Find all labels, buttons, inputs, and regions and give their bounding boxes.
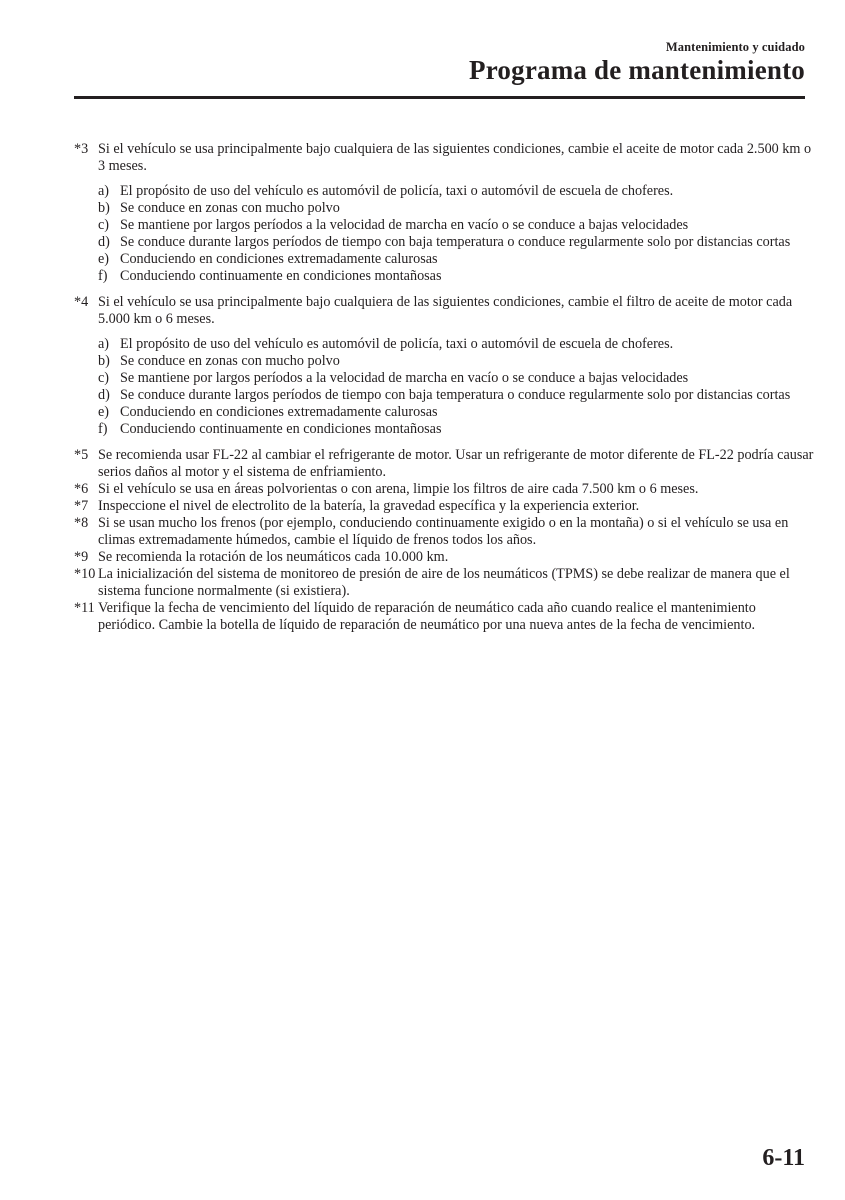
- footnote-7: [74, 498, 814, 515]
- footnote-9: [74, 549, 814, 566]
- item-text: Se conduce en zonas con mucho polvo: [120, 200, 340, 216]
- footnote-mark: *7: [74, 498, 89, 514]
- footnote-mark: *5: [74, 447, 89, 463]
- list-item: [98, 404, 814, 421]
- footnote-mark: *3: [74, 141, 89, 157]
- list-item: [98, 370, 814, 387]
- item-letter: d): [98, 234, 110, 250]
- item-letter: e): [98, 404, 110, 420]
- footnote-mark: *8: [74, 515, 89, 531]
- section-title: Mantenimiento y cuidado: [665, 40, 805, 54]
- item-letter: b): [98, 200, 110, 216]
- item-text: Conduciendo en condiciones extremadamente calurosas: [120, 251, 438, 267]
- footnote-4: [74, 294, 814, 328]
- footnote-6: [74, 481, 814, 498]
- footnote-mark: *10: [74, 566, 96, 582]
- item-letter: f): [98, 268, 108, 284]
- footnote-3: [74, 141, 814, 175]
- footnote-text: La inicialización del sistema de monitoreo de presión de aire de los neumáticos (TPMS) se debe realizar de manera que el sistema funcione normalmente (si existiera).: [98, 566, 790, 599]
- item-letter: c): [98, 370, 110, 386]
- footnote-text: Si el vehículo se usa principalmente bajo cualquiera de las siguientes condiciones, cambie el aceite de motor cada 2.500 km o 3 meses.: [98, 141, 812, 174]
- list-item: [98, 421, 814, 438]
- list-item: [98, 200, 814, 217]
- page-title: Programa de mantenimiento: [469, 55, 805, 85]
- footnote-mark: *4: [74, 294, 89, 310]
- footnote-mark: *9: [74, 549, 89, 565]
- list-item: [98, 387, 814, 404]
- list-item: [98, 183, 814, 200]
- condition-list: [98, 336, 814, 438]
- footnote-text: Se recomienda la rotación de los neumáticos cada 10.000 km.: [98, 549, 449, 565]
- page-number: 6-11: [762, 1145, 805, 1171]
- item-letter: a): [98, 183, 110, 199]
- item-text: Conduciendo continuamente en condiciones montañosas: [120, 268, 442, 284]
- item-letter: f): [98, 421, 108, 437]
- list-item: [98, 336, 814, 353]
- list-item: [98, 268, 814, 285]
- item-letter: c): [98, 217, 110, 233]
- item-text: Se conduce durante largos períodos de tiempo con baja temperatura o conduce regularmente solo por distancias cortas: [120, 387, 791, 403]
- list-item: [98, 251, 814, 268]
- condition-list: [98, 183, 814, 285]
- footnote-5: [74, 447, 814, 481]
- list-item: [98, 234, 814, 251]
- footnote-text: Si el vehículo se usa principalmente bajo cualquiera de las siguientes condiciones, cambie el filtro de aceite de motor cada 5.000 km o 6 meses.: [98, 294, 793, 327]
- footnote-mark: *6: [74, 481, 89, 497]
- footnote-mark: *11: [74, 600, 95, 616]
- item-letter: a): [98, 336, 110, 352]
- header-rule: [74, 96, 805, 99]
- footnote-text: Si se usan mucho los frenos (por ejemplo, conduciendo continuamente exigido o en la montaña) o si el vehículo se usa en climas extremadamente húmedos, cambie el líquido de frenos todos los años.: [98, 515, 789, 548]
- item-text: Conduciendo en condiciones extremadamente calurosas: [120, 404, 438, 420]
- footnote-10: [74, 566, 814, 600]
- footnote-text: Si el vehículo se usa en áreas polvorientas o con arena, limpie los filtros de aire cada 7.500 km o 6 meses.: [98, 481, 699, 497]
- item-text: El propósito de uso del vehículo es automóvil de policía, taxi o automóvil de escuela de choferes.: [120, 183, 674, 199]
- list-item: [98, 217, 814, 234]
- footnote-11: [74, 600, 814, 634]
- item-text: El propósito de uso del vehículo es automóvil de policía, taxi o automóvil de escuela de choferes.: [120, 336, 674, 352]
- item-text: Se conduce en zonas con mucho polvo: [120, 353, 340, 369]
- footnote-8: [74, 515, 814, 549]
- item-text: Se mantiene por largos períodos a la velocidad de marcha en vacío o se conduce a bajas velocidades: [120, 217, 689, 233]
- footnotes: [74, 141, 814, 634]
- footnote-text: Verifique la fecha de vencimiento del líquido de reparación de neumático cada año cuando realice el mantenimiento periódico. Cambie la botella de líquido de reparación de neumático por una nueva antes de la fecha de vencimiento.: [98, 600, 756, 633]
- footnote-text: Inspeccione el nivel de electrolito de la batería, la gravedad específica y la experiencia exterior.: [98, 498, 640, 514]
- item-text: Se conduce durante largos períodos de tiempo con baja temperatura o conduce regularmente solo por distancias cortas: [120, 234, 791, 250]
- item-letter: b): [98, 353, 110, 369]
- item-text: Se mantiene por largos períodos a la velocidad de marcha en vacío o se conduce a bajas velocidades: [120, 370, 689, 386]
- footnote-text: Se recomienda usar FL-22 al cambiar el refrigerante de motor. Usar un refrigerante de motor diferente de FL-22 podría causar serios daños al motor y el sistema de enfriamiento.: [98, 447, 814, 480]
- item-letter: d): [98, 387, 110, 403]
- list-item: [98, 353, 814, 370]
- item-letter: e): [98, 251, 110, 267]
- item-text: Conduciendo continuamente en condiciones montañosas: [120, 421, 442, 437]
